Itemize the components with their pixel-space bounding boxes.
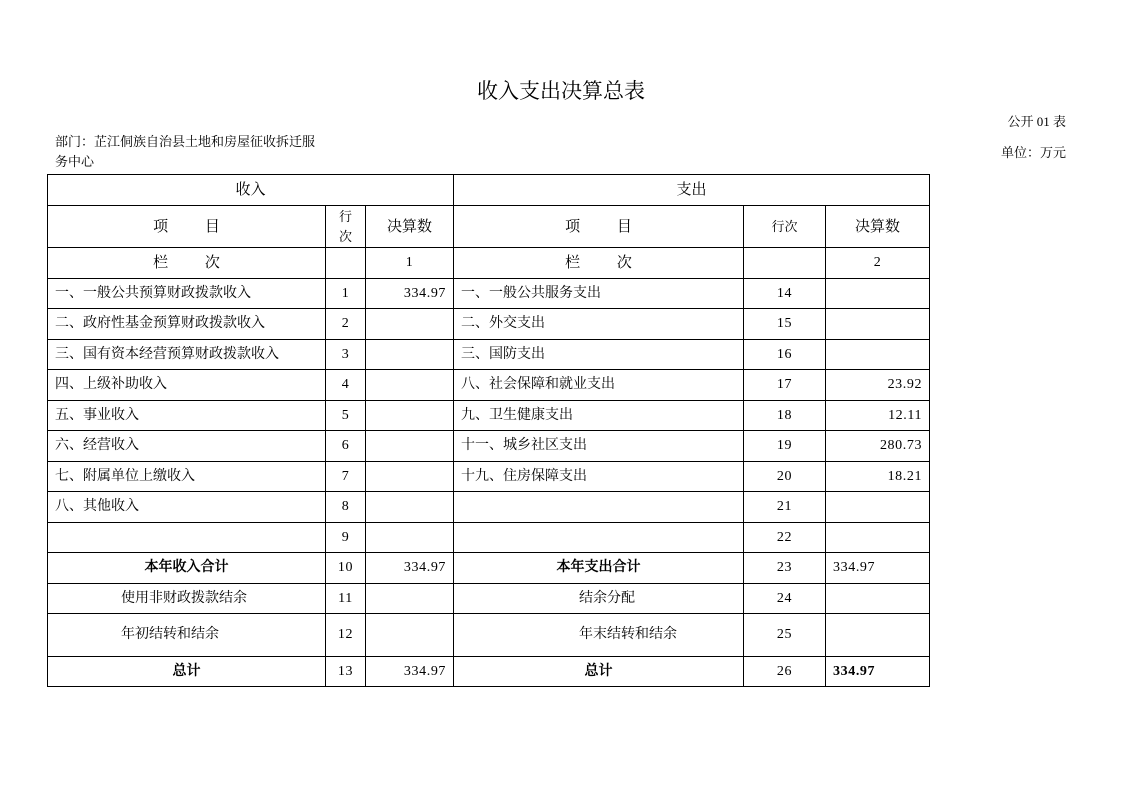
income-line-cell: 4 — [326, 370, 366, 401]
expense-line-header: 行次 — [744, 206, 826, 248]
table-row-total — [48, 657, 930, 687]
expense-amount-cell — [826, 492, 930, 523]
income-expense-summary-table — [47, 174, 930, 687]
expense-amount-header: 决算数 — [826, 206, 930, 248]
income-item-cell: 年初结转和结余 — [48, 614, 326, 657]
expense-amount-cell — [826, 309, 930, 340]
income-amount-cell: 334.97 — [366, 279, 454, 309]
expense-line-cell: 19 — [744, 431, 826, 462]
income-line-cell: 12 — [326, 614, 366, 657]
expense-subtotal-amount: 334.97 — [826, 553, 930, 584]
table-row — [48, 614, 930, 657]
income-subtotal-amount: 334.97 — [366, 553, 454, 584]
expense-line-cell: 20 — [744, 462, 826, 492]
expense-lanci-line-cell — [744, 248, 826, 279]
income-line-cell: 13 — [326, 657, 366, 687]
expense-item-cell: 一、一般公共服务支出 — [454, 279, 744, 309]
income-amount-cell — [366, 584, 454, 614]
income-item-header: 项 目 — [48, 206, 326, 248]
income-amount-cell — [366, 523, 454, 553]
income-item-cell: 五、事业收入 — [48, 401, 326, 431]
expense-item-cell: 八、社会保障和就业支出 — [454, 370, 744, 401]
income-lanci-line-cell — [326, 248, 366, 279]
income-section-header: 收入 — [48, 175, 454, 206]
expense-line-cell: 15 — [744, 309, 826, 340]
income-lanci-label: 栏 次 — [48, 248, 326, 279]
income-line-cell: 3 — [326, 340, 366, 370]
income-line-cell: 1 — [326, 279, 366, 309]
expense-item-cell: 九、卫生健康支出 — [454, 401, 744, 431]
table-row — [48, 279, 930, 309]
income-total-amount: 334.97 — [366, 657, 454, 687]
expense-item-cell: 二、外交支出 — [454, 309, 744, 340]
expense-column-number: 2 — [826, 248, 930, 279]
expense-section-header: 支出 — [454, 175, 930, 206]
income-item-cell: 一、一般公共预算财政拨款收入 — [48, 279, 326, 309]
expense-amount-cell: 23.92 — [826, 370, 930, 401]
income-amount-cell — [366, 309, 454, 340]
expense-item-cell: 结余分配 — [454, 584, 744, 614]
income-item-cell: 三、国有资本经营预算财政拨款收入 — [48, 340, 326, 370]
expense-subtotal-label: 本年支出合计 — [454, 553, 744, 584]
expense-amount-cell: 18.21 — [826, 462, 930, 492]
table-row-subtotal — [48, 553, 930, 584]
income-amount-cell — [366, 431, 454, 462]
income-item-cell: 二、政府性基金预算财政拨款收入 — [48, 309, 326, 340]
income-line-cell: 6 — [326, 431, 366, 462]
income-amount-cell — [366, 462, 454, 492]
expense-amount-cell: 12.11 — [826, 401, 930, 431]
income-item-cell: 七、附属单位上缴收入 — [48, 462, 326, 492]
expense-line-cell: 21 — [744, 492, 826, 523]
expense-amount-cell — [826, 614, 930, 657]
table-row — [48, 401, 930, 431]
expense-line-cell: 17 — [744, 370, 826, 401]
expense-line-cell: 23 — [744, 553, 826, 584]
expense-amount-cell — [826, 279, 930, 309]
expense-line-cell: 14 — [744, 279, 826, 309]
expense-item-cell: 年末结转和结余 — [454, 614, 744, 657]
department-label — [55, 132, 315, 172]
table-row — [48, 523, 930, 553]
income-line-cell: 8 — [326, 492, 366, 523]
expense-item-header: 项 目 — [454, 206, 744, 248]
expense-item-cell — [454, 523, 744, 553]
income-item-cell: 六、经营收入 — [48, 431, 326, 462]
income-line-cell: 11 — [326, 584, 366, 614]
table-row — [48, 309, 930, 340]
income-line-cell: 9 — [326, 523, 366, 553]
expense-amount-cell — [826, 340, 930, 370]
header-row-columns — [48, 206, 930, 248]
income-amount-cell — [366, 340, 454, 370]
income-amount-cell — [366, 492, 454, 523]
department-line-1: 部门：芷江侗族自治县土地和房屋征收拆迁服 — [55, 134, 316, 149]
expense-line-cell: 16 — [744, 340, 826, 370]
table-row — [48, 370, 930, 401]
header-row-column-numbers — [48, 248, 930, 279]
expense-item-cell: 十一、城乡社区支出 — [454, 431, 744, 462]
income-item-cell: 八、其他收入 — [48, 492, 326, 523]
income-item-cell: 四、上级补助收入 — [48, 370, 326, 401]
unit-label: 单位：万元 — [1000, 145, 1066, 160]
income-amount-cell — [366, 614, 454, 657]
expense-item-cell: 三、国防支出 — [454, 340, 744, 370]
expense-amount-cell — [826, 584, 930, 614]
income-line-cell: 5 — [326, 401, 366, 431]
table-row — [48, 462, 930, 492]
expense-line-cell: 22 — [744, 523, 826, 553]
header-row-sections — [48, 175, 930, 206]
page-title: 收入支出决算总表 — [477, 79, 645, 103]
expense-line-cell: 25 — [744, 614, 826, 657]
income-total-label: 总计 — [48, 657, 326, 687]
expense-lanci-label: 栏 次 — [454, 248, 744, 279]
expense-line-cell: 24 — [744, 584, 826, 614]
income-amount-cell — [366, 401, 454, 431]
income-subtotal-label: 本年收入合计 — [48, 553, 326, 584]
income-amount-header: 决算数 — [366, 206, 454, 248]
expense-line-cell: 26 — [744, 657, 826, 687]
expense-total-label: 总计 — [454, 657, 744, 687]
expense-item-cell: 十九、住房保障支出 — [454, 462, 744, 492]
income-line-cell: 2 — [326, 309, 366, 340]
expense-line-cell: 18 — [744, 401, 826, 431]
expense-item-cell — [454, 492, 744, 523]
income-item-cell: 使用非财政拨款结余 — [48, 584, 326, 614]
income-line-header — [326, 206, 366, 248]
expense-amount-cell — [826, 523, 930, 553]
table-row — [48, 492, 930, 523]
table-row — [48, 431, 930, 462]
income-line-cell: 10 — [326, 553, 366, 584]
income-column-number: 1 — [366, 248, 454, 279]
department-line-2: 务中心 — [55, 154, 95, 169]
income-item-cell — [48, 523, 326, 553]
income-line-header-text: 行次 — [339, 208, 353, 244]
expense-amount-cell: 280.73 — [826, 431, 930, 462]
table-row — [48, 584, 930, 614]
table-row — [48, 340, 930, 370]
income-line-cell: 7 — [326, 462, 366, 492]
income-amount-cell — [366, 370, 454, 401]
expense-total-amount: 334.97 — [826, 657, 930, 687]
form-code: 公开 01 表 — [1007, 114, 1066, 129]
